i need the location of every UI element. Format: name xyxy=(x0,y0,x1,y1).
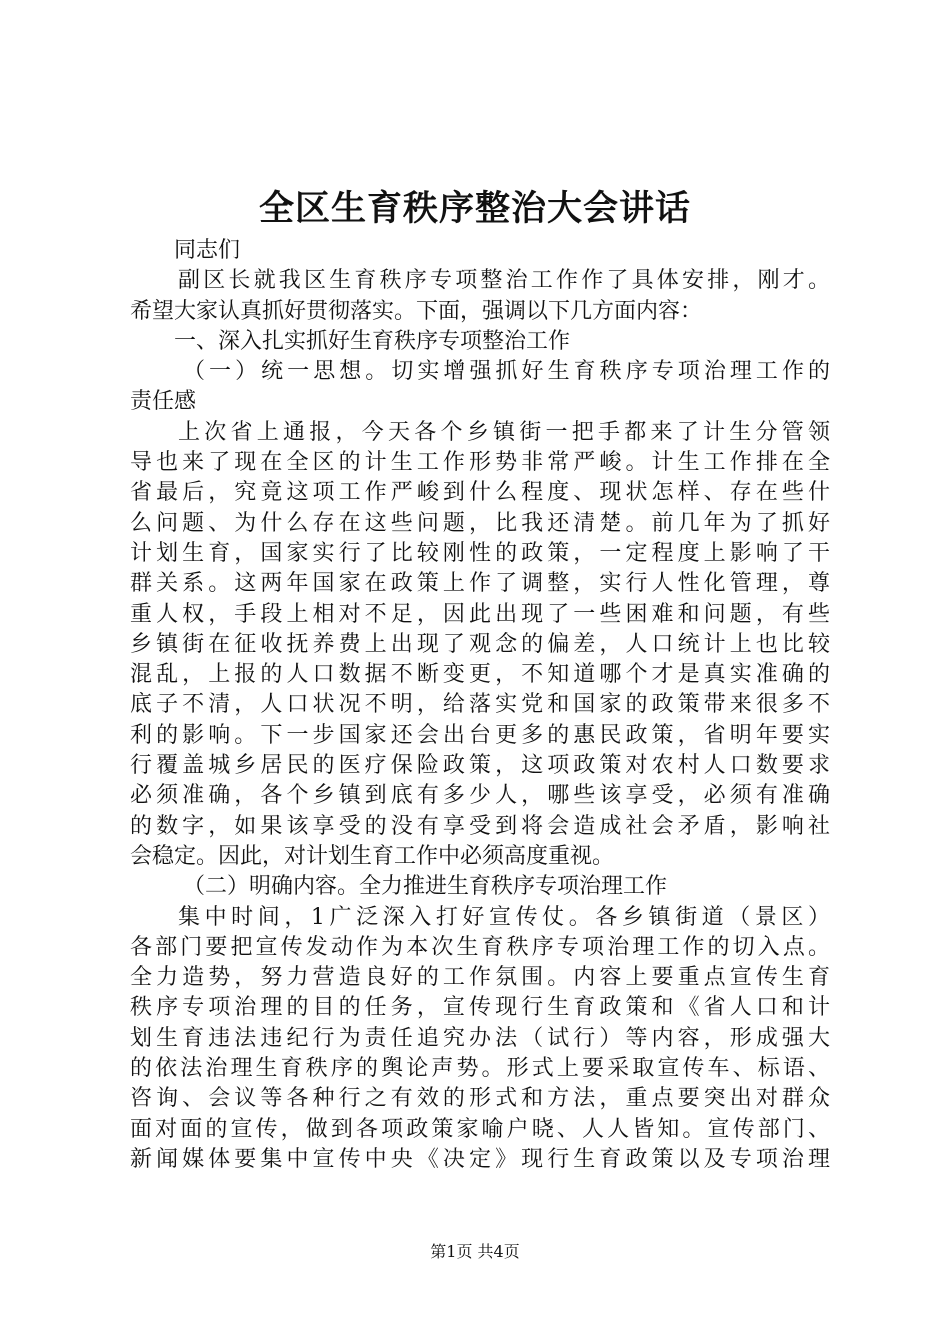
paragraph-line: 新闻媒体要集中宣传中央《决定》现行生育政策以及专项治理 xyxy=(130,1146,830,1172)
paragraph-line: 计划生育，国家实行了比较刚性的政策，一定程度上影响了干 xyxy=(130,540,830,566)
paragraph-line: 的数字，如果该享受的没有享受到将会造成社会矛盾，影响社 xyxy=(130,813,830,839)
paragraph-line: 全力造势，努力营造良好的工作氛围。内容上要重点宣传生育 xyxy=(130,965,830,991)
subsection-heading: （一）统一思想。切实增强抓好生育秩序专项治理工作的 xyxy=(183,359,830,385)
page-footer: 第1页 共4页 xyxy=(430,1242,520,1261)
paragraph-line: 面对面的宣传，做到各项政策家喻户晓、人人皆知。宣传部门、 xyxy=(130,1116,830,1142)
paragraph-line: 的依法治理生育秩序的舆论声势。形式上要采取宣传车、标语、 xyxy=(130,1056,830,1082)
paragraph-line: 副区长就我区生育秩序专项整治工作作了具体安排，刚才。 xyxy=(178,268,830,294)
paragraph-line: 群关系。这两年国家在政策上作了调整，实行人性化管理，尊 xyxy=(130,571,830,597)
paragraph-line: 各部门要把宣传发动作为本次生育秩序专项治理工作的切入点。 xyxy=(130,934,830,960)
paragraph-line: 省最后，究竟这项工作严峻到什么程度、现状怎样、存在些什 xyxy=(130,480,830,506)
paragraph-line: 咨询、会议等各种行之有效的形式和方法，重点要突出对群众 xyxy=(130,1086,830,1112)
paragraph-line: 划生育违法违纪行为责任追究办法（试行）等内容，形成强大 xyxy=(130,1025,830,1051)
subsection-heading-continued: 责任感 xyxy=(130,389,197,415)
paragraph-line: 混乱，上报的人口数据不断变更，不知道哪个才是真实准确的 xyxy=(130,662,830,688)
paragraph-line: 集中时间，1广泛深入打好宣传仗。各乡镇街道（景区） xyxy=(178,904,830,930)
paragraph-line: 底子不清，人口状况不明，给落实党和国家的政策带来很多不 xyxy=(130,692,830,718)
paragraph-line: 上次省上通报，今天各个乡镇街一把手都来了计生分管领 xyxy=(178,419,830,445)
paragraph-line: 导也来了现在全区的计生工作形势非常严峻。计生工作排在全 xyxy=(130,450,830,476)
salutation: 同志们 xyxy=(174,238,241,263)
paragraph-line: 么问题、为什么存在这些问题，比我还清楚。前几年为了抓好 xyxy=(130,510,830,536)
paragraph-line: 会稳定。因此，对计划生育工作中必须高度重视。 xyxy=(130,843,615,869)
paragraph-line: 希望大家认真抓好贯彻落实。下面，强调以下几方面内容： xyxy=(130,298,703,324)
document-body xyxy=(130,236,830,1175)
paragraph-line: 乡镇街在征收抚养费上出现了观念的偏差，人口统计上也比较 xyxy=(130,631,830,657)
paragraph-line: 重人权，手段上相对不足，因此出现了一些困难和问题，有些 xyxy=(130,601,830,627)
paragraph-line: 必须准确，各个乡镇到底有多少人，哪些该享受，必须有准确 xyxy=(130,783,830,809)
paragraph-line: 秩序专项治理的目的任务，宣传现行生育政策和《省人口和计 xyxy=(130,995,830,1021)
section-heading: 一、深入扎实抓好生育秩序专项整治工作 xyxy=(174,328,571,354)
paragraph-line: 利的影响。下一步国家还会出台更多的惠民政策，省明年要实 xyxy=(130,722,830,748)
document-title: 全区生育秩序整治大会讲话 xyxy=(258,188,691,229)
paragraph-line: 行覆盖城乡居民的医疗保险政策，这项政策对农村人口数要求 xyxy=(130,753,830,779)
subsection-heading: （二）明确内容。全力推进生育秩序专项治理工作 xyxy=(183,874,668,900)
